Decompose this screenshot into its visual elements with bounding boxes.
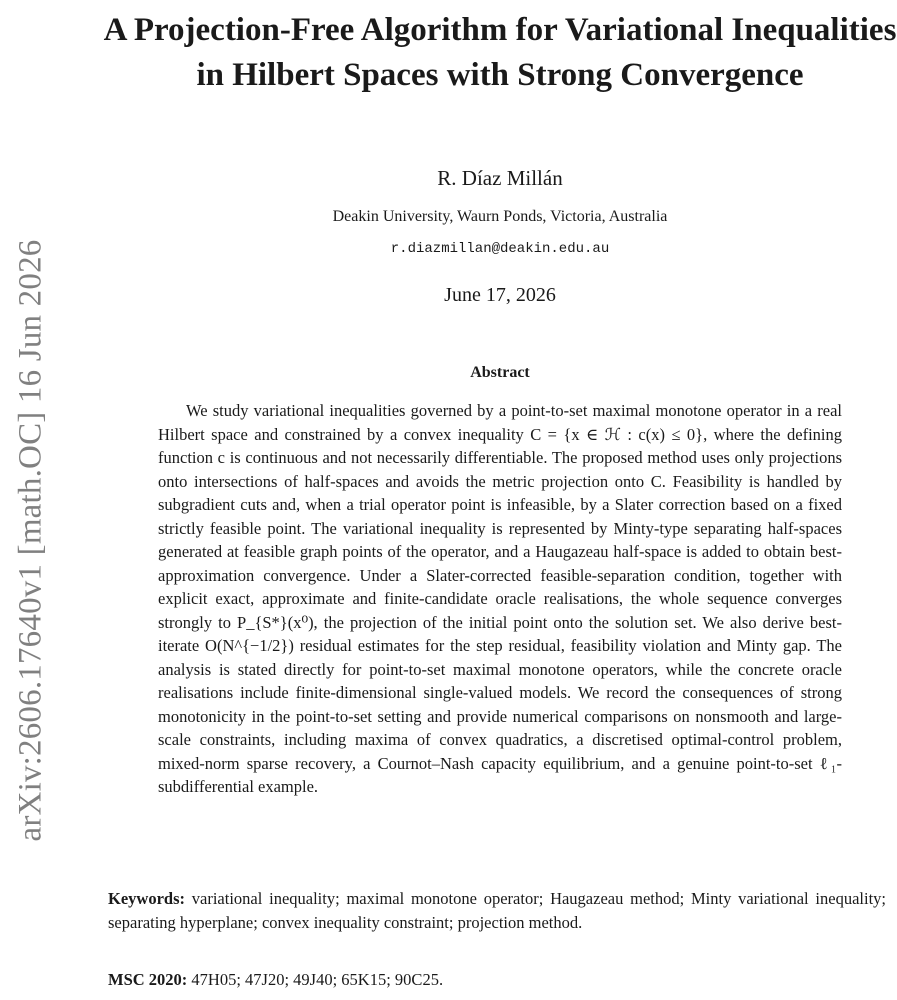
keywords-section: [108, 887, 886, 934]
keywords-label: Keywords:: [108, 889, 185, 908]
msc-section: [108, 968, 886, 992]
author-email: r.diazmillan@deakin.edu.au: [390, 241, 610, 257]
arxiv-identifier-text: arXiv:2606.17640v1 [math.OC] 16 Jun 2026: [12, 239, 49, 841]
paper-title: A Projection-Free Algorithm for Variational Inequalities in Hilbert Spaces with Strong Convergence: [103, 12, 897, 93]
arxiv-identifier-stamp: [8, 220, 54, 860]
paper-date: June 17, 2026: [444, 284, 556, 306]
abstract-heading: Abstract: [470, 364, 530, 381]
keywords-text: variational inequality; maximal monotone operator; Haugazeau method; Minty variational inequality; separating hyperplane; convex inequality constraint; projection method.: [108, 889, 886, 932]
msc-label: MSC 2020:: [108, 970, 188, 989]
author-name: R. Díaz Millán: [437, 166, 563, 190]
author-affiliation: Deakin University, Waurn Ponds, Victoria, Australia: [332, 208, 668, 225]
abstract-body: We study variational inequalities governed by a point-to-set maximal monotone operator in a real Hilbert space and constrained by a convex inequality C = {x ∈ ℋ : c(x) ≤ 0}, where the defining function c is continuous and not necessarily differentiable. The proposed method uses only projections onto intersections of half-spaces and avoids the metric projection onto C. Feasibility is handled by subgradient cuts and, when a trial operator point is infeasible, by a Slater correction based on a fixed strictly feasible point. The variational inequality is represented by Minty-type separating half-spaces generated at feasible graph points of the operator, and a Haugazeau half-space is added to obtain best-approximation convergence. Under a Slater-corrected feasible-separation condition, together with explicit exact, approximate and finite-candidate oracle realisations, the whole sequence converges strongly to P_{S*}(x⁰), the projection of the initial point onto the solution set. We also derive best-iterate O(N^{−1/2}) residual estimates for the step residual, feasibility violation and Minty gap. The analysis is stated directly for point-to-set maximal monotone operators, while the concrete oracle realisations include finite-dimensional single-valued models. We record the consequences of strong monotonicity in the point-to-set setting and provide numerical comparisons on nonsmooth and large-scale constraints, including maxima of convex quadratics, a discretised optimal-control problem, mixed-norm sparse recovery, a Cournot–Nash capacity equilibrium, and a genuine point-to-set ℓ₁-subdifferential example.: [158, 401, 842, 796]
msc-codes: 47H05; 47J20; 49J40; 65K15; 90C25.: [191, 970, 444, 989]
